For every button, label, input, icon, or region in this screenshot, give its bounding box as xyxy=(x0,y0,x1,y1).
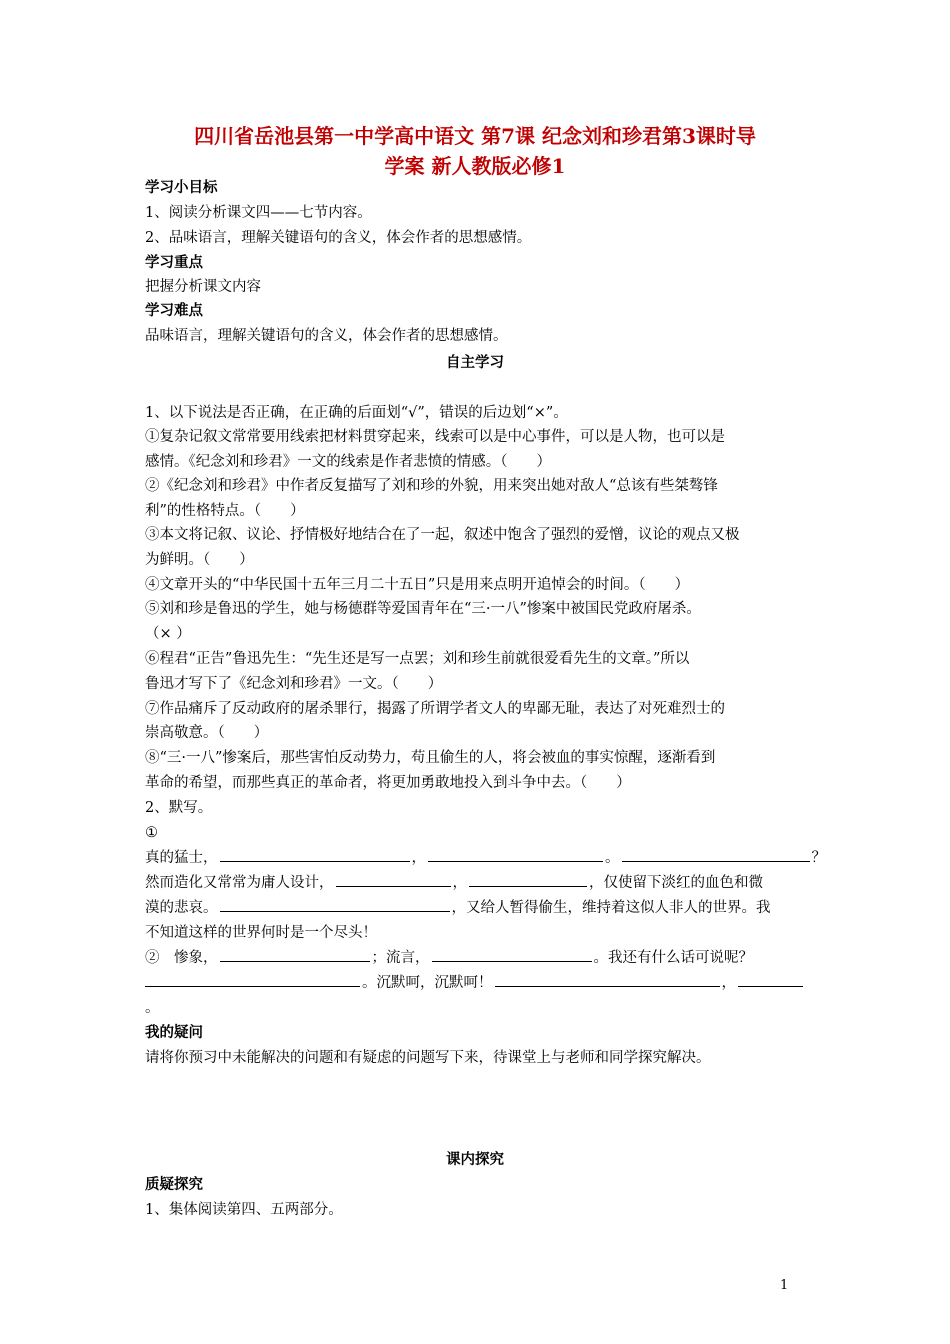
goal-item: 2、品味语言，理解关键语句的含义，体会作者的思想感情。 xyxy=(145,230,532,246)
fill-blank[interactable] xyxy=(428,846,603,862)
statement-line: 崇高敬意。（ ） xyxy=(145,725,269,741)
statement-line: ③本文将记叙、议论、抒情极好地结合在了一起，叙述中饱含了强烈的爱憎，议论的观点又极 xyxy=(145,527,740,543)
dictation-line: 然而造化又常常为庸人设计， ， ，仅使留下淡红的血色和微 xyxy=(145,871,810,895)
difficulties-text: 品味语言，理解关键语句的含义，体会作者的思想感情。 xyxy=(145,328,508,344)
q1-intro: 1、以下说法是否正确，在正确的后面划“√”，错误的后边划“×”。 xyxy=(145,405,568,421)
fill-blank[interactable] xyxy=(145,971,360,987)
dictation-line: ② 惨象， ；流言， 。我还有什么话可说呢？ xyxy=(145,946,810,970)
fill-blank[interactable] xyxy=(220,846,410,862)
questions-heading: 我的疑问 xyxy=(145,1024,203,1041)
fill-blank[interactable] xyxy=(469,871,587,887)
fill-blank[interactable] xyxy=(432,946,592,962)
goals-heading: 学习小目标 xyxy=(145,179,218,196)
statement-line: 革命的希望，而那些真正的革命者，将更加勇敢地投入到斗争中去。（ ） xyxy=(145,775,631,791)
fill-blank[interactable] xyxy=(738,971,803,987)
statement-line: 鲁迅才写下了《纪念刘和珍君》一文。（ ） xyxy=(145,676,443,692)
dictation-line: 。沉默呵，沉默呵！ ， xyxy=(145,971,810,995)
statement-line: ⑦作品痛斥了反动政府的屠杀罪行，揭露了所谓学者文人的卑鄙无耻，表达了对死难烈士的 xyxy=(145,701,725,717)
key-points-text: 把握分析课文内容 xyxy=(145,279,261,295)
dictation-line: 漠的悲哀。 ，又给人暂得偷生，维持着这似人非人的世界。我 xyxy=(145,896,810,920)
fill-blank[interactable] xyxy=(220,896,450,912)
dictation-line: 。 xyxy=(145,1000,160,1016)
document-title-line2: 学案 新人教版必修1 xyxy=(384,154,566,178)
q2-intro: 2、默写。 xyxy=(145,800,213,816)
in-class-heading: 课内探究 xyxy=(446,1151,504,1168)
fill-blank[interactable] xyxy=(495,971,720,987)
document-title-line1: 四川省岳池县第一中学高中语文 第7课 纪念刘和珍君第3课时导 xyxy=(194,124,756,148)
statement-line: ②《纪念刘和珍君》中作者反复描写了刘和珍的外貌，用来突出她对敌人“总该有些桀骜锋 xyxy=(145,478,718,494)
dictation-line: 不知道这样的世界何时是一个尽头！ xyxy=(145,925,377,941)
goal-item: 1、阅读分析课文四——七节内容。 xyxy=(145,205,372,221)
statement-line: ⑧“三·一八”惨案后，那些害怕反动势力，苟且偷生的人，将会被血的事实惊醒，逐渐看到 xyxy=(145,750,716,766)
self-study-heading: 自主学习 xyxy=(446,354,504,371)
statement-line: 利”的性格特点。（ ） xyxy=(145,503,305,519)
fill-blank[interactable] xyxy=(220,946,370,962)
key-points-heading: 学习重点 xyxy=(145,254,203,271)
questions-text: 请将你预习中未能解决的问题和有疑虑的问题写下来，待课堂上与老师和同学探究解决。 xyxy=(145,1050,711,1066)
statement-line: 为鲜明。（ ） xyxy=(145,552,254,568)
statement-line: ④文章开头的“中华民国十五年三月二十五日”只是用来点明开追悼会的时间。（ ） xyxy=(145,577,690,593)
page-number: 1 xyxy=(780,1278,789,1293)
inquiry-heading: 质疑探究 xyxy=(145,1176,203,1193)
statement-line: （× ） xyxy=(145,626,191,642)
inquiry-item: 1、集体阅读第四、五两部分。 xyxy=(145,1202,343,1218)
dictation-line: 真的猛士， ， 。 ？ xyxy=(145,846,810,870)
statement-line: 感情。《纪念刘和珍君》一文的线索是作者悲愤的情感。（ ） xyxy=(145,454,551,470)
dictation-mark-1: ① xyxy=(145,825,158,841)
difficulties-heading: 学习难点 xyxy=(145,302,203,319)
statement-line: ⑤刘和珍是鲁迅的学生，她与杨德群等爱国青年在“三·一八”惨案中被国民党政府屠杀。 xyxy=(145,601,701,617)
fill-blank[interactable] xyxy=(336,871,451,887)
fill-blank[interactable] xyxy=(622,846,810,862)
statement-line: ①复杂记叙文常常要用线索把材料贯穿起来，线索可以是中心事件，可以是人物，也可以是 xyxy=(145,429,725,445)
statement-line: ⑥程君“正告”鲁迅先生：“先生还是写一点罢；刘和珍生前就很爱看先生的文章。”所以 xyxy=(145,651,690,667)
